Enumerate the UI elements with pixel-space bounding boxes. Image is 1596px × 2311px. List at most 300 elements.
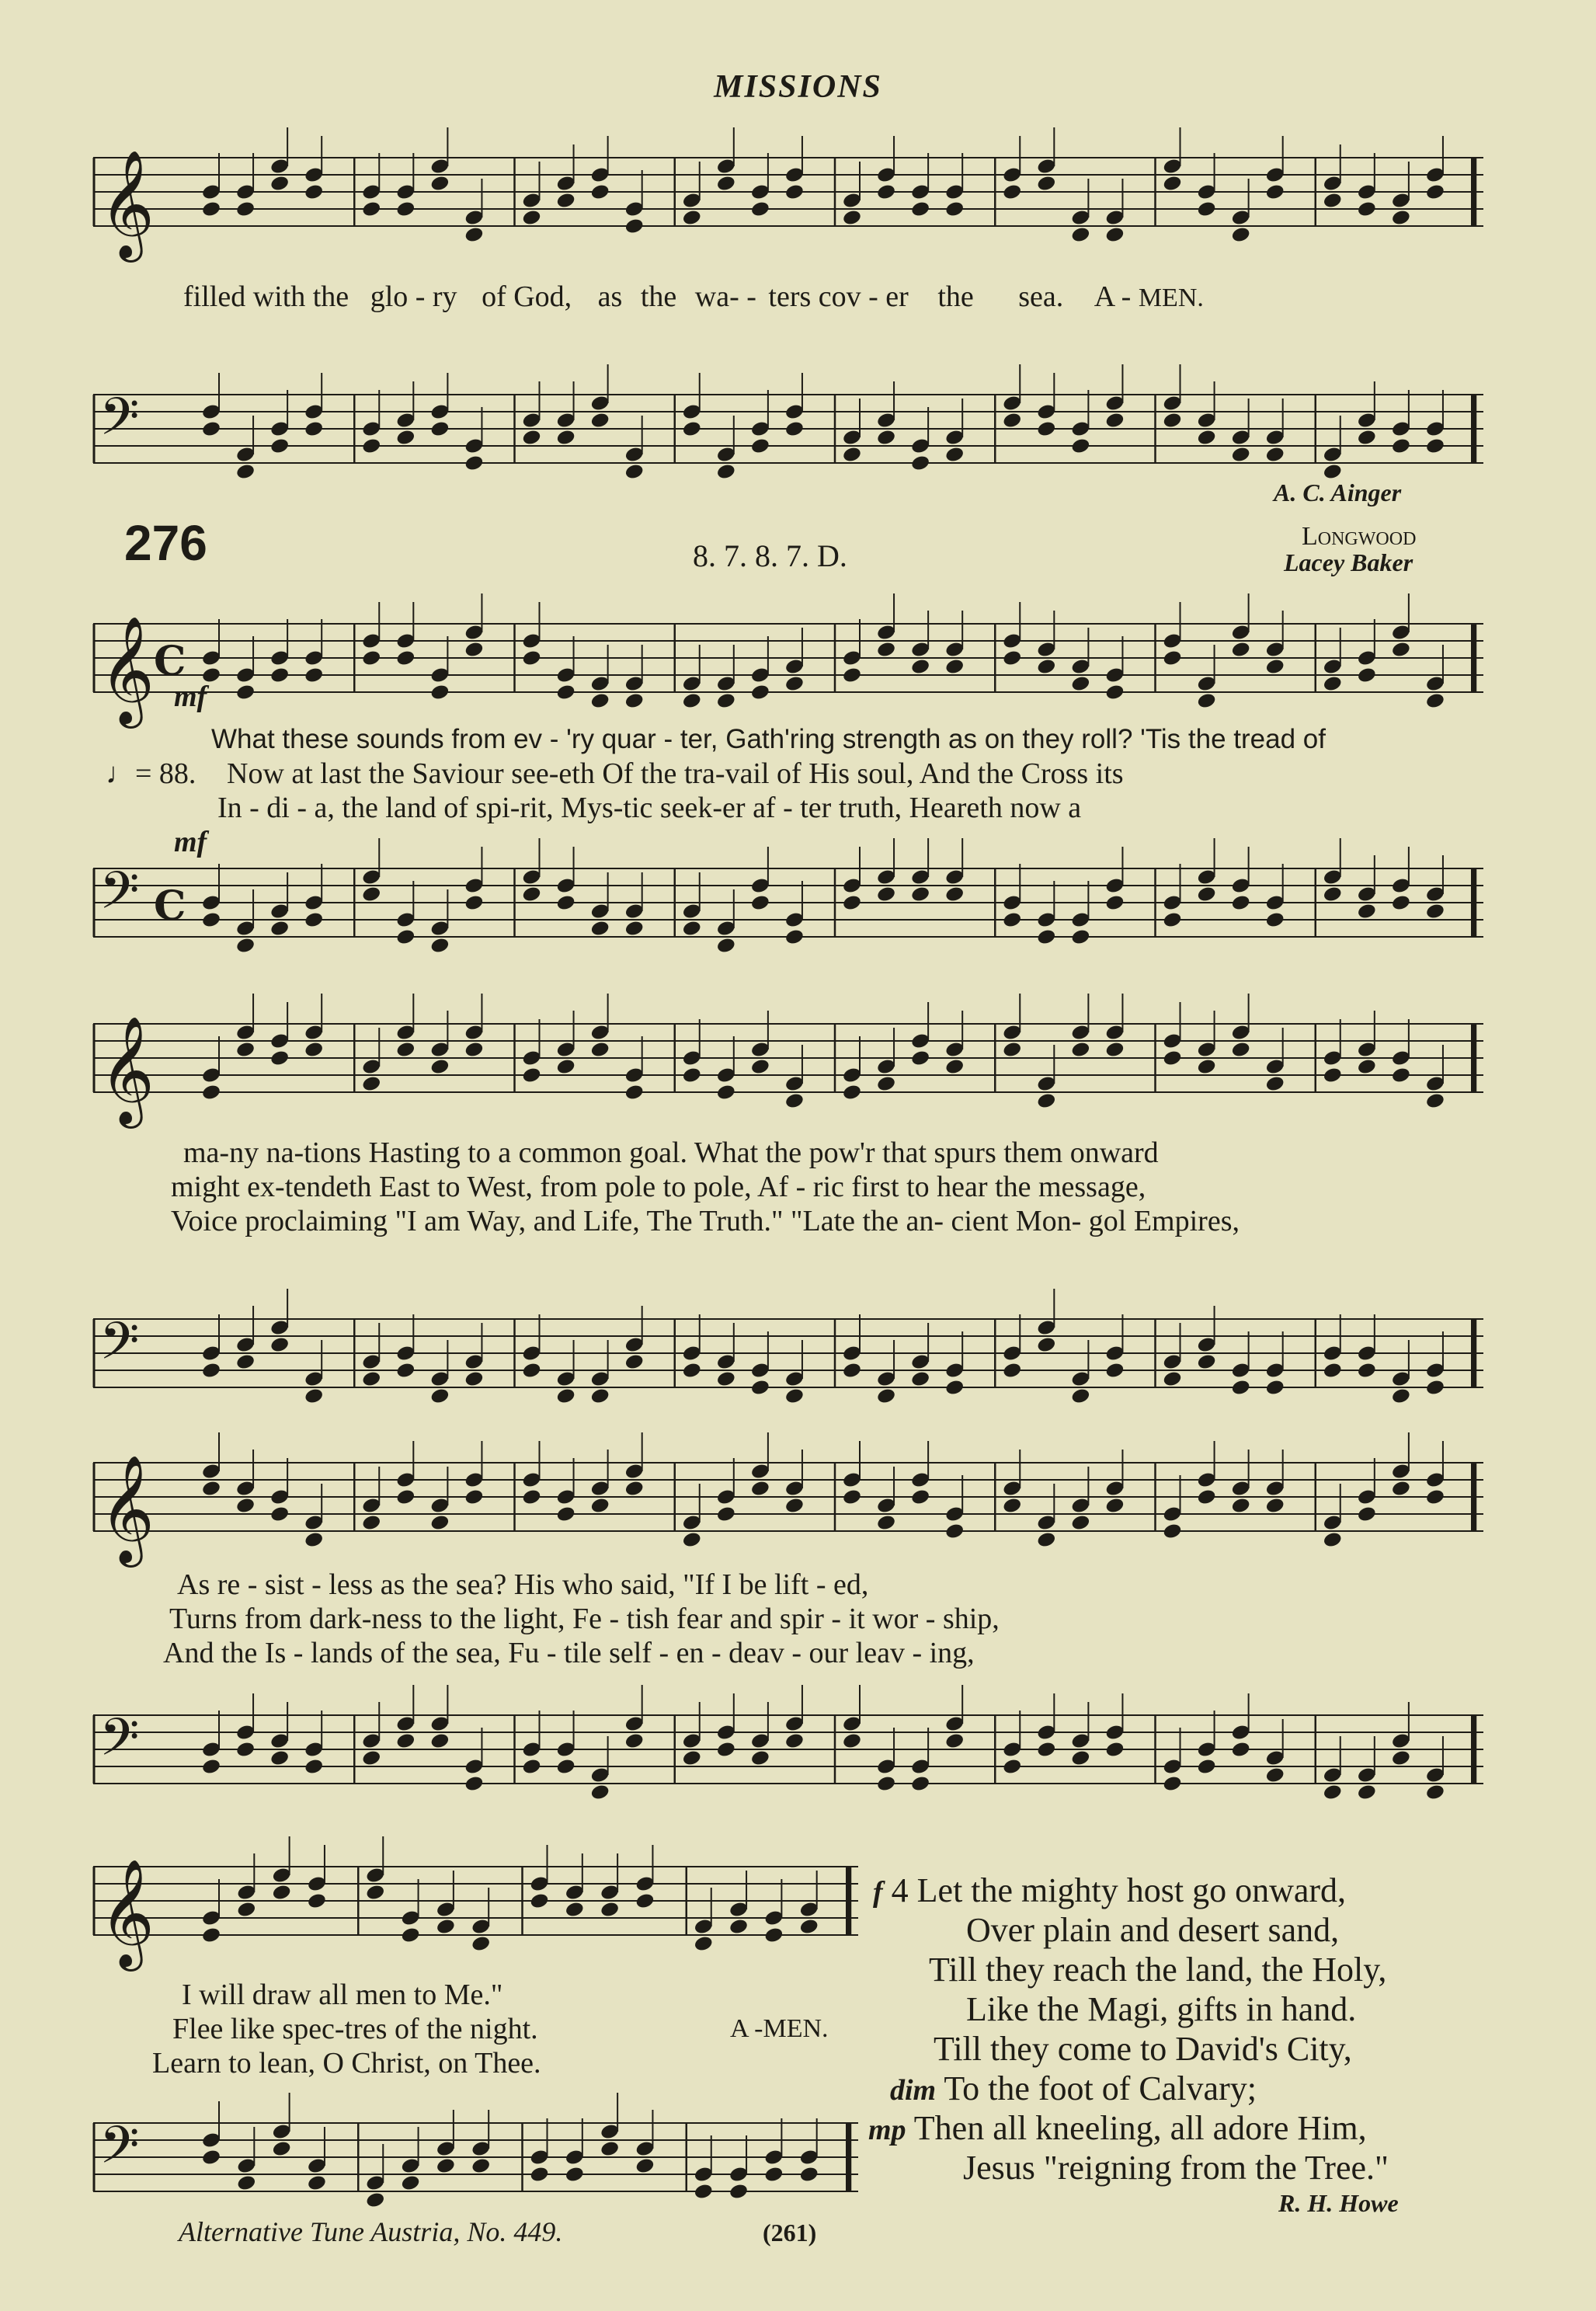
bass-clef-icon: 𝄢 — [99, 861, 140, 933]
note-head — [590, 183, 610, 201]
note-head — [682, 209, 702, 227]
note-head — [1231, 1497, 1251, 1515]
note-head — [716, 937, 736, 955]
note-head — [555, 429, 575, 447]
note-head — [1162, 649, 1182, 667]
note-head — [1162, 1049, 1182, 1067]
note-head — [784, 675, 805, 693]
hymn-meter: 8. 7. 8. 7. D. — [693, 538, 847, 573]
note-head — [1002, 1041, 1022, 1059]
treble-clef-icon: 𝄞 — [99, 1016, 155, 1124]
note-head — [1357, 200, 1377, 218]
note-head — [1357, 1362, 1377, 1380]
bass-clef-icon: 𝄢 — [99, 1311, 140, 1383]
note-head — [1162, 175, 1182, 193]
note-head — [269, 1049, 290, 1067]
stanza4-line-6: To the foot of Calvary; — [944, 2069, 1257, 2107]
note-head — [521, 886, 541, 903]
note-head — [429, 420, 450, 438]
note-head — [1357, 903, 1377, 921]
quarter-note-icon: ♩ — [106, 757, 135, 790]
note-head — [1002, 183, 1022, 201]
dynamic-mp: mp — [868, 2114, 906, 2146]
stanza4-line-8: Jesus "reigning from the Tree." — [963, 2149, 1389, 2187]
note-head — [1391, 1480, 1411, 1498]
note-head — [395, 429, 416, 447]
note-head — [842, 1488, 862, 1506]
note-head — [464, 641, 484, 659]
note-head — [1104, 894, 1125, 912]
note-head — [784, 1387, 805, 1405]
note-head — [682, 692, 702, 710]
note-head — [624, 218, 645, 235]
note-head — [728, 1918, 749, 1936]
note-head — [1196, 200, 1216, 218]
note-head — [842, 667, 862, 684]
note-head — [1196, 1058, 1216, 1076]
stanza4-line-4: Like the Magi, gifts in hand. — [966, 1990, 1357, 2028]
note-head — [910, 200, 930, 218]
note-head — [521, 1067, 541, 1084]
note-head — [395, 649, 416, 667]
system4-verse1: I will draw all men to Me." — [182, 1979, 503, 2011]
note-head — [842, 1732, 862, 1750]
stanza4-author: R. H. Howe — [1278, 2189, 1399, 2217]
note-head — [600, 1901, 620, 1919]
note-head — [1265, 1379, 1285, 1397]
note-head — [1104, 684, 1125, 701]
final-bar-line — [1471, 1463, 1476, 1531]
note-head — [1265, 1766, 1285, 1784]
tempo-mark: ♩= 88. — [106, 757, 196, 790]
treble-clef-icon: 𝄞 — [99, 616, 155, 724]
note-head — [521, 209, 541, 227]
note-head — [1104, 1362, 1125, 1380]
note-head — [304, 1758, 324, 1776]
note-head — [555, 1387, 575, 1405]
composer: Lacey Baker — [1284, 548, 1413, 576]
note-head — [361, 1749, 381, 1767]
note-head — [1425, 183, 1445, 201]
hymn-number: 276 — [124, 515, 207, 571]
note-head — [1323, 675, 1343, 693]
note-head — [361, 200, 381, 218]
final-bar-line — [1471, 868, 1476, 937]
note-head — [716, 1741, 736, 1759]
note-head — [682, 920, 702, 938]
note-head — [471, 2157, 491, 2175]
note-head — [944, 1379, 965, 1397]
note-head — [1070, 1041, 1090, 1059]
final-bar-line — [1471, 1024, 1476, 1092]
note-head — [235, 200, 256, 218]
note-head — [429, 937, 450, 955]
system1-verse2: Now at last the Saviour see-eth Of the tra-vail of His soul, And the Cross its — [227, 757, 1124, 790]
note-head — [201, 1084, 221, 1102]
note-head — [555, 192, 575, 210]
note-head — [842, 209, 862, 227]
prev-hymn-bass-staff — [93, 381, 1483, 482]
note-head — [694, 2183, 714, 2201]
note-head — [1357, 667, 1377, 684]
note-head — [750, 1480, 770, 1498]
note-head — [876, 183, 896, 201]
note-head — [464, 226, 484, 244]
note-head — [590, 692, 610, 710]
note-head — [1104, 412, 1125, 430]
note-head — [201, 2149, 221, 2167]
note-head — [235, 463, 256, 481]
stanza4-line-1: Let the mighty host go onward, — [916, 1871, 1347, 1909]
note-head — [1231, 641, 1251, 659]
note-head — [910, 1370, 930, 1388]
note-head — [590, 1387, 610, 1405]
note-head — [910, 454, 930, 472]
note-head — [395, 1362, 416, 1380]
note-head — [521, 429, 541, 447]
note-head — [1323, 192, 1343, 210]
alternative-tune: Alternative Tune Austria, No. 449. — [179, 2216, 563, 2247]
note-head — [682, 1067, 702, 1084]
final-bar-line — [846, 2123, 850, 2191]
stanza4-line-5: Till they come to David's City, — [934, 2030, 1352, 2068]
note-head — [395, 200, 416, 218]
note-head — [944, 1732, 965, 1750]
note-head — [763, 2166, 784, 2184]
note-head — [716, 175, 736, 193]
note-head — [1036, 928, 1056, 946]
note-head — [529, 2166, 549, 2184]
dynamic-mf-treble: mf — [174, 680, 207, 713]
page-number: (261) — [763, 2219, 817, 2247]
system4-verse2: Flee like spec-tres of the night. — [172, 2013, 538, 2045]
note-head — [361, 437, 381, 455]
note-head — [1231, 1379, 1251, 1397]
note-head — [555, 1505, 575, 1523]
note-head — [429, 1514, 450, 1532]
note-head — [1265, 1075, 1285, 1093]
note-head — [944, 446, 965, 464]
note-head — [1425, 1092, 1445, 1110]
note-head — [750, 894, 770, 912]
note-head — [716, 463, 736, 481]
note-head — [1070, 928, 1090, 946]
note-head — [201, 1758, 221, 1776]
note-head — [624, 1480, 645, 1498]
note-head — [304, 420, 324, 438]
note-head — [1323, 1784, 1343, 1801]
note-head — [1036, 420, 1056, 438]
note-head — [750, 1058, 770, 1076]
note-head — [784, 928, 805, 946]
note-head — [272, 2140, 292, 2158]
note-head — [784, 1497, 805, 1515]
note-head — [1323, 1067, 1343, 1084]
note-head — [1162, 412, 1182, 430]
note-head — [236, 1901, 256, 1919]
note-head — [876, 1514, 896, 1532]
note-head — [1391, 641, 1411, 659]
note-head — [1391, 1749, 1411, 1767]
final-bar-line — [846, 1867, 850, 1935]
note-head — [1323, 1362, 1343, 1380]
note-head — [624, 1084, 645, 1102]
note-head — [235, 1041, 256, 1059]
note-head — [1196, 1758, 1216, 1776]
note-head — [716, 692, 736, 710]
system2-verse1: ma-ny na-tions Hasting to a common goal. What the pow'r that spurs them onward — [183, 1136, 1159, 1169]
system1-treble-staff — [93, 610, 1483, 724]
note-head — [694, 1935, 714, 1953]
note-head — [1265, 1497, 1285, 1515]
note-head — [944, 658, 965, 676]
note-head — [1104, 1497, 1125, 1515]
note-head — [1070, 226, 1090, 244]
system2-verse3: Voice proclaiming "I am Way, and Life, The Truth." "Late the an- cient Mon- gol Empires, — [171, 1205, 1240, 1237]
note-head — [1104, 1041, 1125, 1059]
note-head — [235, 1497, 256, 1515]
note-head — [590, 412, 610, 430]
note-head — [361, 1075, 381, 1093]
note-head — [1265, 658, 1285, 676]
note-head — [1002, 1758, 1022, 1776]
treble-clef-icon: 𝄞 — [99, 1859, 155, 1967]
note-head — [1070, 1387, 1090, 1405]
note-head — [201, 911, 221, 929]
note-head — [716, 1084, 736, 1102]
note-head — [1070, 1749, 1090, 1767]
stanza-number: 4 — [891, 1871, 909, 1909]
note-head — [269, 1336, 290, 1354]
tune-name: Longwood — [1302, 522, 1417, 551]
final-bar-line — [1471, 158, 1476, 226]
bass-clef-icon: 𝄢 — [99, 387, 140, 459]
note-head — [876, 1775, 896, 1793]
common-time-icon: C — [154, 882, 186, 930]
note-head — [429, 1387, 450, 1405]
note-head — [464, 1041, 484, 1059]
system2-treble-staff — [93, 1010, 1483, 1124]
note-head — [1323, 886, 1343, 903]
final-bar-line — [1471, 1319, 1476, 1387]
treble-clef-icon: 𝄞 — [99, 1455, 155, 1563]
note-head — [395, 928, 416, 946]
note-head — [624, 692, 645, 710]
note-head — [624, 920, 645, 938]
note-head — [1162, 1370, 1182, 1388]
note-head — [436, 2157, 456, 2175]
note-head — [1425, 1379, 1445, 1397]
note-head — [521, 1758, 541, 1776]
note-head — [1391, 209, 1411, 227]
system3-verse1: As re - sist - less as the sea? His who said, "If I be lift - ed, — [177, 1568, 869, 1601]
system2-verse2: might ex-tendeth East to West, from pole to pole, Af - ric first to hear the message, — [171, 1171, 1146, 1203]
note-head — [784, 183, 805, 201]
final-bar-line — [1471, 624, 1476, 692]
note-head — [590, 920, 610, 938]
note-head — [361, 886, 381, 903]
system1-verse3: In - di - a, the land of spi-rit, Mys-tic seek-er af - ter truth, Heareth now a — [217, 792, 1082, 824]
stanza4-line-3: Till they reach the land, the Holy, — [929, 1951, 1387, 1989]
note-head — [201, 200, 221, 218]
note-head — [842, 1084, 862, 1102]
system4-amen: A -MEN. — [730, 2014, 829, 2043]
note-head — [682, 1749, 702, 1767]
note-head — [1196, 692, 1216, 710]
note-head — [784, 1732, 805, 1750]
note-head — [1104, 1741, 1125, 1759]
bass-clef-icon: 𝄢 — [99, 1707, 140, 1780]
note-head — [1231, 446, 1251, 464]
note-head — [365, 2191, 385, 2209]
note-head — [565, 2166, 585, 2184]
note-head — [201, 1362, 221, 1380]
note-head — [1196, 1353, 1216, 1371]
note-head — [750, 437, 770, 455]
note-head — [395, 1488, 416, 1506]
note-head — [682, 1362, 702, 1380]
note-head — [521, 1488, 541, 1506]
note-head — [624, 1732, 645, 1750]
system1-verse1: What these sounds from ev - 'ry quar - ter, Gath'ring strength as on they roll? 'Tis the tread of — [211, 724, 1326, 754]
note-head — [1425, 437, 1445, 455]
note-head — [635, 1892, 655, 1910]
note-head — [307, 1892, 327, 1910]
note-head — [395, 1041, 416, 1059]
section-title: MISSIONS — [714, 69, 882, 105]
note-head — [910, 1049, 930, 1067]
note-head — [1391, 437, 1411, 455]
note-head — [464, 1488, 484, 1506]
system4-treble-staff — [93, 1853, 858, 1967]
note-head — [1357, 429, 1377, 447]
note-head — [464, 1775, 484, 1793]
note-head — [1357, 1784, 1377, 1801]
dynamic-mf-bass: mf — [174, 826, 207, 858]
note-head — [1002, 1362, 1022, 1380]
system1-bass-staff — [93, 854, 1483, 955]
note-head — [1196, 429, 1216, 447]
note-head — [763, 1926, 784, 1944]
note-head — [1265, 446, 1285, 464]
note-head — [429, 1058, 450, 1076]
note-head — [1425, 903, 1445, 921]
note-head — [590, 1784, 610, 1801]
note-head — [235, 1353, 256, 1371]
note-head — [1002, 911, 1022, 929]
note-head — [910, 1488, 930, 1506]
note-head — [272, 1884, 292, 1902]
note-head — [944, 1523, 965, 1540]
note-head — [235, 1741, 256, 1759]
note-head — [304, 911, 324, 929]
note-head — [1231, 1741, 1251, 1759]
note-head — [1357, 1058, 1377, 1076]
note-head — [842, 1362, 862, 1380]
note-head — [716, 1370, 736, 1388]
note-head — [307, 2174, 327, 2192]
note-head — [395, 1732, 416, 1750]
note-head — [464, 1370, 484, 1388]
note-head — [304, 183, 324, 201]
system3-bass-staff — [93, 1701, 1483, 1802]
final-bar-line — [1471, 1715, 1476, 1784]
dynamic-dim: dim — [890, 2074, 937, 2107]
note-head — [1036, 175, 1056, 193]
note-head — [555, 684, 575, 701]
note-head — [1265, 911, 1285, 929]
note-head — [1070, 437, 1090, 455]
note-head — [521, 1362, 541, 1380]
stanza4-line-2: Over plain and desert sand, — [966, 1911, 1340, 1949]
note-head — [1391, 1387, 1411, 1405]
dynamic-f: f — [873, 1876, 883, 1909]
note-head — [944, 200, 965, 218]
note-head — [235, 937, 256, 955]
note-head — [365, 1884, 385, 1902]
note-head — [799, 1918, 819, 1936]
note-head — [471, 1935, 491, 1953]
note-head — [1425, 1784, 1445, 1801]
system4-verse3: Learn to lean, O Christ, on Thee. — [152, 2047, 541, 2080]
note-head — [944, 1058, 965, 1076]
note-head — [1231, 894, 1251, 912]
note-head — [1070, 675, 1090, 693]
note-head — [1391, 1067, 1411, 1084]
note-head — [1265, 183, 1285, 201]
note-head — [624, 1353, 645, 1371]
note-head — [590, 1497, 610, 1515]
note-head — [910, 658, 930, 676]
note-head — [750, 1749, 770, 1767]
note-head — [600, 2140, 620, 2158]
note-head — [590, 1041, 610, 1059]
note-head — [464, 894, 484, 912]
note-head — [269, 920, 290, 938]
note-head — [269, 1749, 290, 1767]
note-head — [1196, 1488, 1216, 1506]
note-head — [429, 684, 450, 701]
system3-verse3: And the Is - lands of the sea, Fu - tile self - en - deav - our leav - ing, — [163, 1637, 975, 1669]
note-head — [269, 1505, 290, 1523]
note-head — [624, 463, 645, 481]
note-head — [565, 1901, 585, 1919]
note-head — [1002, 1497, 1022, 1515]
note-head — [910, 886, 930, 903]
note-head — [1036, 1531, 1056, 1549]
note-head — [1036, 658, 1056, 676]
note-head — [635, 2157, 655, 2175]
note-head — [1425, 1488, 1445, 1506]
note-head — [464, 454, 484, 472]
system3-treble-staff — [93, 1449, 1483, 1563]
note-head — [876, 641, 896, 659]
common-time-icon: C — [154, 638, 186, 685]
note-head — [529, 1892, 549, 1910]
note-head — [201, 420, 221, 438]
note-head — [1357, 1505, 1377, 1523]
note-head — [1070, 1514, 1090, 1532]
note-head — [429, 175, 450, 193]
note-head — [682, 420, 702, 438]
note-head — [876, 1075, 896, 1093]
note-head — [876, 1387, 896, 1405]
note-head — [400, 2174, 420, 2192]
note-head — [1036, 1092, 1056, 1110]
note-head — [436, 1918, 456, 1936]
system3-verse2: Turns from dark-ness to the light, Fe - tish fear and spir - it wor - ship, — [169, 1603, 1000, 1635]
note-head — [1425, 692, 1445, 710]
